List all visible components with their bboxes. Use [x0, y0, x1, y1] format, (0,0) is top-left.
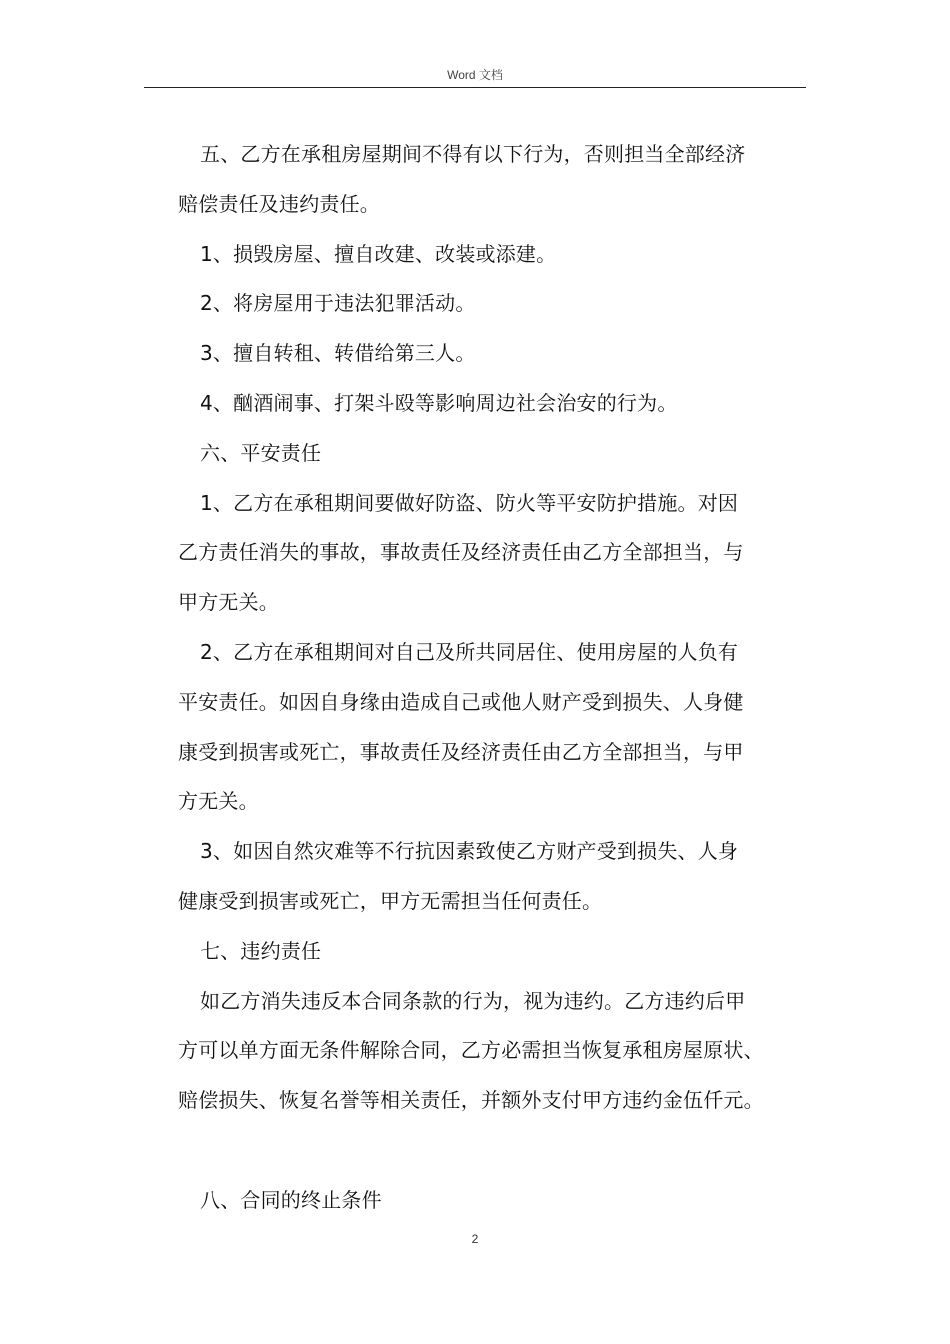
paragraph-line: 甲方无关。: [178, 590, 279, 615]
paragraph-line: 五、乙方在承租房屋期间不得有以下行为，否则担当全部经济: [200, 142, 746, 166]
list-item: 2、将房屋用于违法犯罪活动。: [200, 291, 476, 316]
paragraph-line: 如乙方消失违反本合同条款的行为，视为违约。乙方违约后甲: [200, 988, 746, 1013]
paragraph-gap: [178, 1126, 828, 1176]
paragraph-line: 1、乙方在承租期间要做好防盗、防火等平安防护措施。对因: [200, 490, 739, 515]
paragraph-line: 健康受到损害或死亡，甲方无需担当任何责任。: [178, 888, 603, 913]
paragraph-line: 赔偿损失、恢复名誉等相关责任，并额外支付甲方违约金伍仟元。: [178, 1088, 764, 1113]
list-item: 3、擅自转租、转借给第三人。: [200, 341, 476, 366]
section-heading: 八、合同的终止条件: [200, 1187, 382, 1212]
paragraph-line: 2、乙方在承租期间对自己及所共同居住、使用房屋的人负有: [200, 639, 739, 664]
section-heading: 七、违约责任: [200, 938, 322, 963]
paragraph-line: 康受到损害或死亡，事故责任及经济责任由乙方全部担当，与甲: [178, 739, 744, 764]
paragraph-line: 平安责任。如因自身缘由造成自己或他人财产受到损失、人身健: [178, 689, 744, 714]
paragraph-line: 方无关。: [178, 789, 259, 814]
paragraph-line: 3、如因自然灾难等不行抗因素致使乙方财产受到损失、人身: [200, 839, 739, 864]
section-heading: 六、平安责任: [200, 440, 322, 465]
document-body: [178, 130, 828, 1226]
paragraph-line: 赔偿责任及违约责任。: [178, 191, 380, 216]
paragraph-line: 方可以单方面无条件解除合同，乙方必需担当恢复承租房屋原状、: [178, 1038, 764, 1063]
page-header: Word 文档: [447, 68, 503, 82]
header-rule: [144, 87, 806, 88]
page-number: 2: [471, 1232, 479, 1246]
list-item: 1、损毁房屋、擅自改建、改装或添建。: [200, 241, 557, 266]
paragraph-line: 乙方责任消失的事故，事故责任及经济责任由乙方全部担当，与: [178, 540, 744, 565]
list-item: 4、酗酒闹事、打架斗殴等影响周边社会治安的行为。: [200, 390, 678, 415]
